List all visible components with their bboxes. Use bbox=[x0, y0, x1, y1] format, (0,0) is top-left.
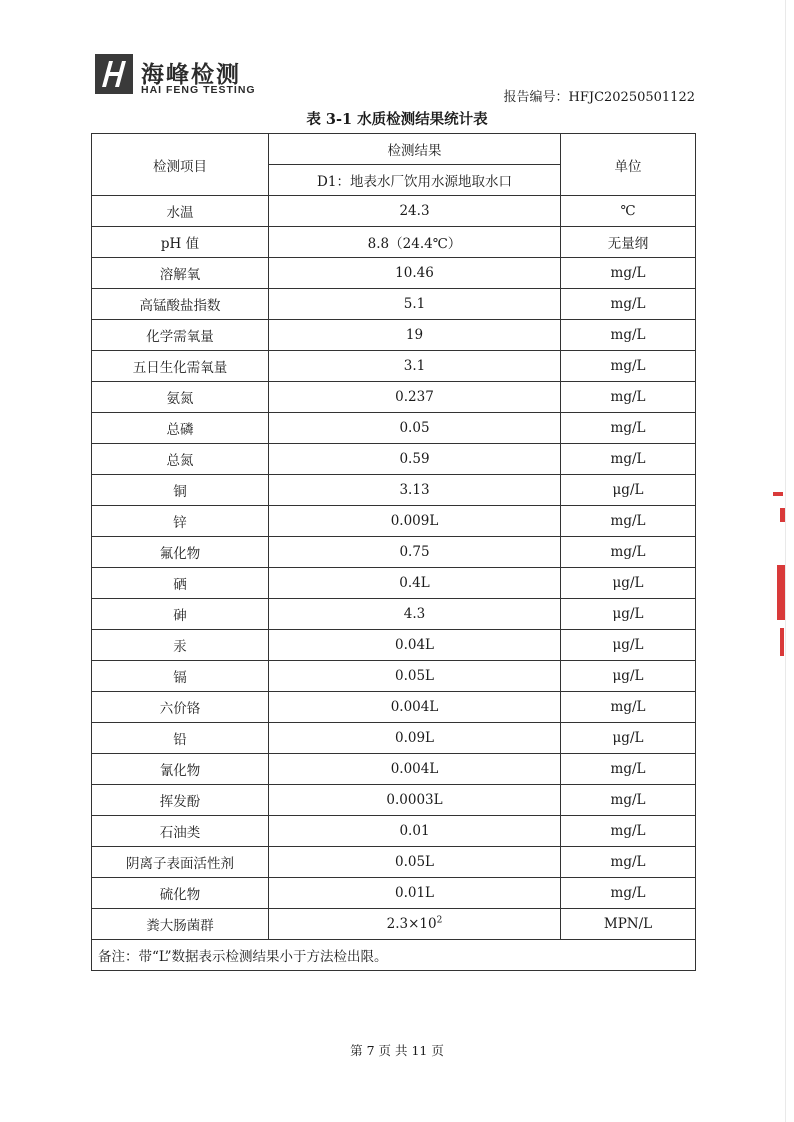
page-edge-line bbox=[785, 0, 786, 1122]
result-base: 2.3×10 bbox=[386, 916, 437, 932]
table-note-row bbox=[92, 940, 696, 971]
cell-item: 锌 bbox=[92, 506, 269, 537]
cell-result: 0.09L bbox=[269, 723, 561, 754]
cell-result: 0.04L bbox=[269, 630, 561, 661]
header-site: D1：地表水厂饮用水源地取水口 bbox=[269, 165, 561, 196]
page-number: 第 7 页 共 11 页 bbox=[350, 1043, 444, 1058]
cell-unit: mg/L bbox=[561, 816, 696, 847]
cell-result: 0.01L bbox=[269, 878, 561, 909]
cell-unit: μg/L bbox=[561, 599, 696, 630]
cell-result: 8.8（24.4℃） bbox=[269, 227, 561, 258]
cell-item: 水温 bbox=[92, 196, 269, 227]
cell-unit: MPN/L bbox=[561, 909, 696, 940]
cell-unit: mg/L bbox=[561, 506, 696, 537]
cell-unit: mg/L bbox=[561, 537, 696, 568]
cell-unit: mg/L bbox=[561, 413, 696, 444]
cell-unit: mg/L bbox=[561, 754, 696, 785]
cell-result: 0.237 bbox=[269, 382, 561, 413]
cell-unit: μg/L bbox=[561, 661, 696, 692]
cell-item: 铅 bbox=[92, 723, 269, 754]
cell-result: 0.01 bbox=[269, 816, 561, 847]
table-row bbox=[92, 816, 696, 847]
table-row bbox=[92, 382, 696, 413]
table-row bbox=[92, 475, 696, 506]
table-row bbox=[92, 661, 696, 692]
cell-unit: mg/L bbox=[561, 444, 696, 475]
seal-fragment-mark bbox=[780, 628, 784, 656]
cell-unit: mg/L bbox=[561, 785, 696, 816]
cell-result: 0.05 bbox=[269, 413, 561, 444]
cell-item: 氰化物 bbox=[92, 754, 269, 785]
cell-item: 粪大肠菌群 bbox=[92, 909, 269, 940]
table-row bbox=[92, 258, 696, 289]
table-note: 备注：带“L”数据表示检测结果小于方法检出限。 bbox=[92, 940, 696, 971]
seal-fragment-mark bbox=[777, 565, 785, 620]
table-row bbox=[92, 785, 696, 816]
table-row bbox=[92, 692, 696, 723]
cell-item: 硫化物 bbox=[92, 878, 269, 909]
cell-result: 0.05L bbox=[269, 847, 561, 878]
cell-unit: μg/L bbox=[561, 475, 696, 506]
cell-result: 24.3 bbox=[269, 196, 561, 227]
cell-item: 六价铬 bbox=[92, 692, 269, 723]
cell-item: 砷 bbox=[92, 599, 269, 630]
table-row bbox=[92, 723, 696, 754]
table-row bbox=[92, 568, 696, 599]
cell-unit: mg/L bbox=[561, 258, 696, 289]
table-row bbox=[92, 196, 696, 227]
cell-unit: mg/L bbox=[561, 847, 696, 878]
cell-item: 溶解氧 bbox=[92, 258, 269, 289]
results-table bbox=[91, 133, 696, 971]
table-row bbox=[92, 754, 696, 785]
cell-unit: mg/L bbox=[561, 320, 696, 351]
cell-item: 氟化物 bbox=[92, 537, 269, 568]
cell-item: 高锰酸盐指数 bbox=[92, 289, 269, 320]
cell-item: 五日生化需氧量 bbox=[92, 351, 269, 382]
table-row bbox=[92, 351, 696, 382]
table-row bbox=[92, 289, 696, 320]
company-logo bbox=[95, 54, 265, 100]
table-row bbox=[92, 878, 696, 909]
header-result: 检测结果 bbox=[269, 134, 561, 165]
table-row bbox=[92, 630, 696, 661]
cell-unit: mg/L bbox=[561, 692, 696, 723]
header-unit: 单位 bbox=[561, 134, 696, 196]
table-row bbox=[92, 227, 696, 258]
cell-unit: ℃ bbox=[561, 196, 696, 227]
logo-mark-icon bbox=[95, 54, 133, 94]
cell-unit: mg/L bbox=[561, 878, 696, 909]
cell-result: 0.75 bbox=[269, 537, 561, 568]
logo-english-name: HAI FENG TESTING bbox=[141, 84, 256, 96]
table-row bbox=[92, 537, 696, 568]
cell-item: 总氮 bbox=[92, 444, 269, 475]
cell-item: 总磷 bbox=[92, 413, 269, 444]
cell-item: 铜 bbox=[92, 475, 269, 506]
cell-item: 阴离子表面活性剂 bbox=[92, 847, 269, 878]
cell-result: 0.59 bbox=[269, 444, 561, 475]
table-row bbox=[92, 320, 696, 351]
cell-unit: μg/L bbox=[561, 723, 696, 754]
cell-result: 3.1 bbox=[269, 351, 561, 382]
cell-result: 10.46 bbox=[269, 258, 561, 289]
cell-item: 石油类 bbox=[92, 816, 269, 847]
cell-unit: μg/L bbox=[561, 630, 696, 661]
report-number: 报告编号：HFJC20250501122 bbox=[503, 90, 695, 105]
cell-result: 0.0003L bbox=[269, 785, 561, 816]
cell-result: 0.004L bbox=[269, 754, 561, 785]
cell-result: 4.3 bbox=[269, 599, 561, 630]
cell-item: 汞 bbox=[92, 630, 269, 661]
cell-result: 19 bbox=[269, 320, 561, 351]
header-item: 检测项目 bbox=[92, 134, 269, 196]
table-title: 表 3-1 水质检测结果统计表 bbox=[306, 111, 488, 128]
cell-result: 0.004L bbox=[269, 692, 561, 723]
table-row bbox=[92, 506, 696, 537]
logo-chinese-name: 海峰检测 bbox=[141, 62, 241, 88]
cell-result: 0.4L bbox=[269, 568, 561, 599]
cell-item: 镉 bbox=[92, 661, 269, 692]
table-row bbox=[92, 413, 696, 444]
cell-unit: mg/L bbox=[561, 289, 696, 320]
cell-result: 5.1 bbox=[269, 289, 561, 320]
table-row bbox=[92, 599, 696, 630]
cell-result: 0.05L bbox=[269, 661, 561, 692]
cell-item: pH 值 bbox=[92, 227, 269, 258]
cell-item: 硒 bbox=[92, 568, 269, 599]
table-row bbox=[92, 909, 696, 940]
cell-result: 3.13 bbox=[269, 475, 561, 506]
cell-item: 氨氮 bbox=[92, 382, 269, 413]
cell-item: 化学需氧量 bbox=[92, 320, 269, 351]
table-row bbox=[92, 847, 696, 878]
seal-fragment-mark bbox=[773, 492, 783, 496]
table-row bbox=[92, 444, 696, 475]
table-header-row bbox=[92, 134, 696, 165]
cell-item: 挥发酚 bbox=[92, 785, 269, 816]
cell-unit: 无量纲 bbox=[561, 227, 696, 258]
cell-unit: mg/L bbox=[561, 351, 696, 382]
cell-result: 0.009L bbox=[269, 506, 561, 537]
cell-unit: mg/L bbox=[561, 382, 696, 413]
cell-result bbox=[269, 909, 561, 940]
result-exponent: 2 bbox=[436, 915, 443, 926]
cell-unit: μg/L bbox=[561, 568, 696, 599]
